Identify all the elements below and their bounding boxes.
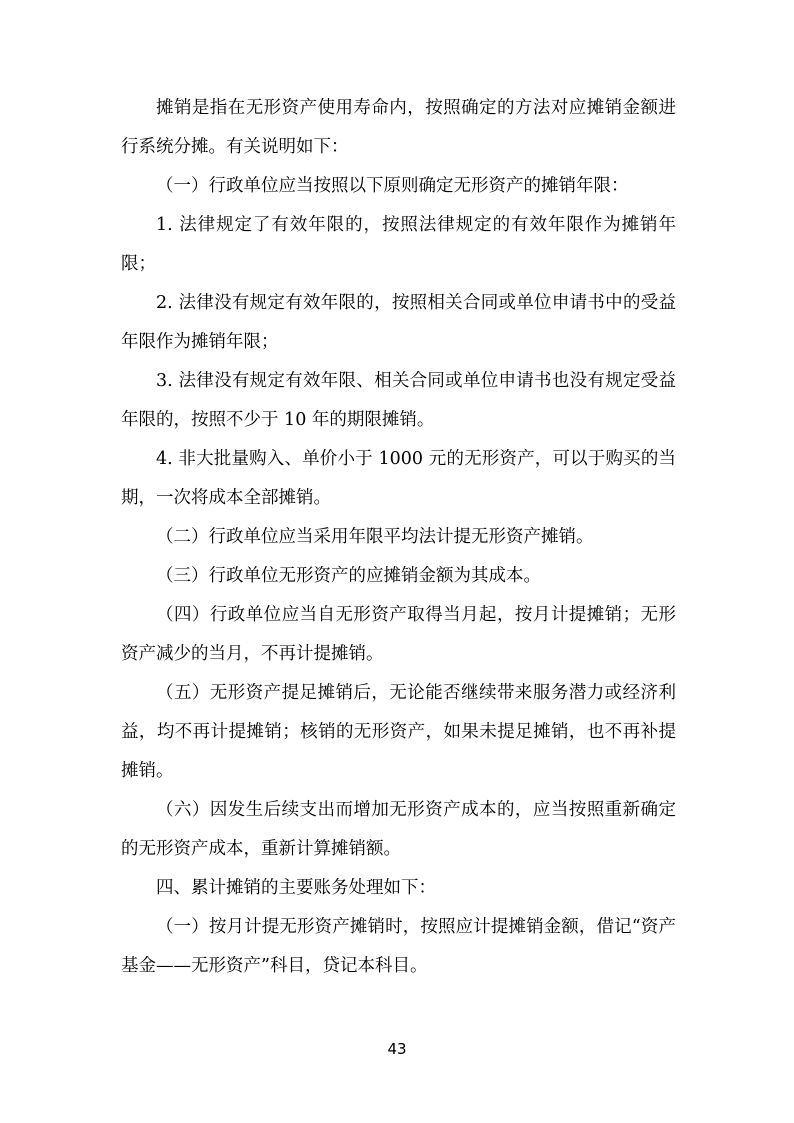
paragraph-section-6: （六）因发生后续支出而增加无形资产成本的，应当按照重新确定的无形资产成本，重新计算摊销额。: [121, 800, 676, 859]
paragraph-accounting-1: （一）按月计提无形资产摊销时，按照应计提摊销金额，借记“资产基金——无形资产”科目，贷记本科目。: [121, 917, 676, 976]
paragraph-item-3: 3. 法律没有规定有效年限、相关合同或单位申请书也没有规定受益年限的，按照不少于 10 年的期限摊销。: [121, 371, 676, 430]
paragraph-item-1: 1. 法律规定了有效年限的，按照法律规定的有效年限作为摊销年限；: [121, 215, 676, 274]
paragraph-section-2: （二）行政单位应当采用年限平均法计提无形资产摊销。: [156, 527, 594, 547]
paragraph-heading-4: 四、累计摊销的主要账务处理如下：: [156, 878, 436, 898]
document-body: [121, 89, 676, 986]
paragraph-section-5: （五）无形资产提足摊销后，无论能否继续带来服务潜力或经济利益，均不再计提摊销；核销的无形资产，如果未提足摊销，也不再补提摊销。: [121, 683, 676, 781]
paragraph-intro: 摊销是指在无形资产使用寿命内，按照确定的方法对应摊销金额进行系统分摊。有关说明如下：: [121, 98, 676, 157]
paragraph-section-3: （三）行政单位无形资产的应摊销金额为其成本。: [156, 566, 541, 586]
paragraph-section-4: （四）行政单位应当自无形资产取得当月起，按月计提摊销；无形资产减少的当月，不再计提摊销。: [121, 605, 676, 664]
paragraph-item-2: 2. 法律没有规定有效年限的，按照相关合同或单位申请书中的受益年限作为摊销年限；: [121, 293, 676, 352]
paragraph-item-4: 4. 非大批量购入、单价小于 1000 元的无形资产，可以于购买的当期，一次将成本全部摊销。: [121, 449, 676, 508]
paragraph-section-1: （一）行政单位应当按照以下原则确定无形资产的摊销年限：: [156, 176, 629, 196]
page-number: 43: [387, 1040, 407, 1058]
